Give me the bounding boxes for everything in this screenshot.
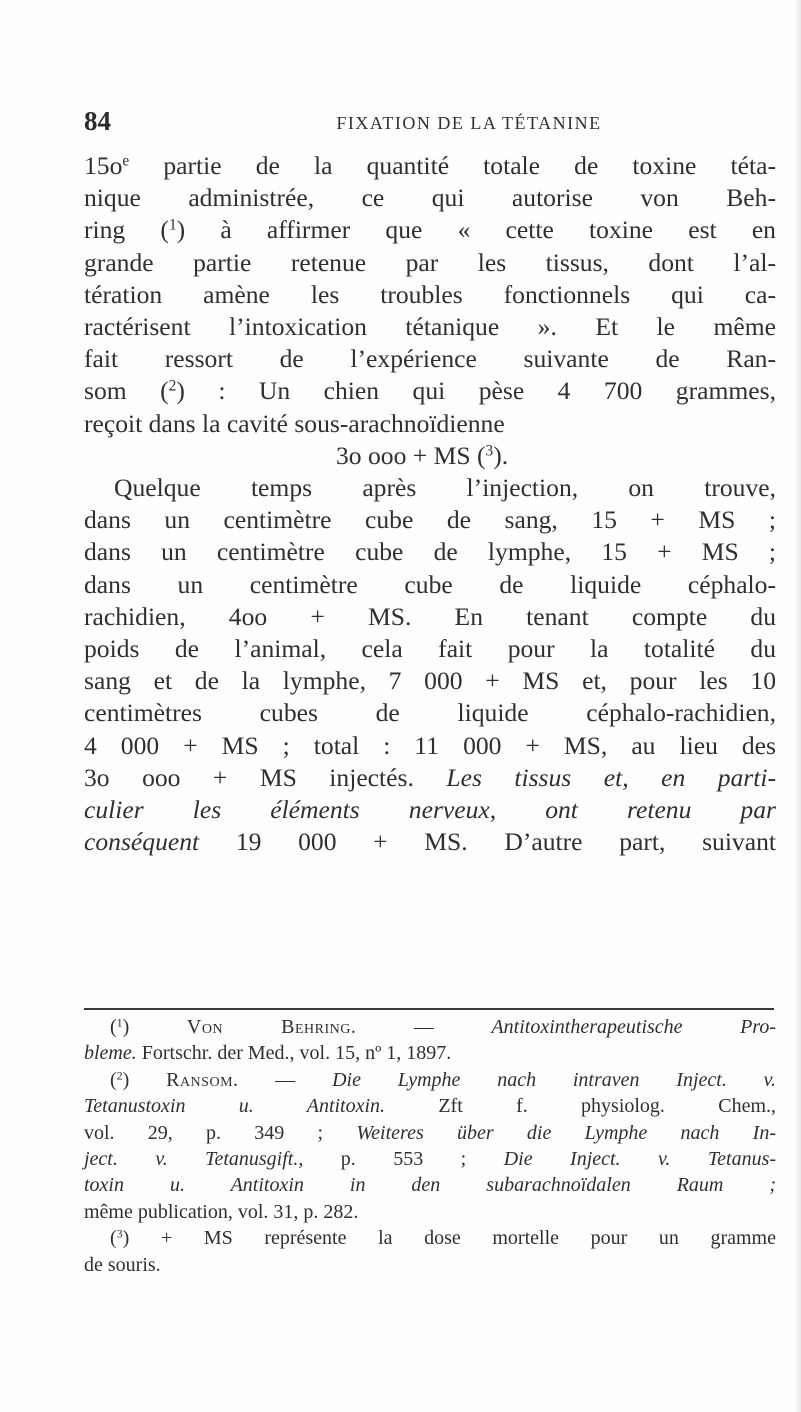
text-line: poids de l’animal, cela fait pour la totalité du <box>84 634 776 664</box>
text-line: 4 000 + MS ; total : 11 000 + MS, au lieu des <box>84 730 776 760</box>
dose-formula: 3o ooo + MS ($^3$). <box>336 440 509 470</box>
ordinal-superscript: e <box>122 152 130 170</box>
footnote-2-cont: ject. v. Tetanusgift., p. 553 ; Die Inject. v. Tetanus- <box>84 1148 777 1171</box>
footnote-3-cont: de souris. <box>84 1253 161 1276</box>
footnote-2: ($^2$) Ransom. — Die Lymphe nach intraven Inject. v. <box>110 1068 776 1091</box>
text-line: Quelque temps après l’injection, on trouve, <box>114 473 776 503</box>
footnotes <box>84 1014 776 1278</box>
running-title: FIXATION DE LA TÉTANINE <box>336 113 602 133</box>
footnote-1: ($^1$) Von Behring. — Antitoxintherapeutische Pro- <box>110 1015 777 1038</box>
footnote-ref: 2 <box>168 377 177 395</box>
footnote-3: ($^3$) + MS représente la dose mortelle pour un gramme <box>110 1226 776 1250</box>
text-line: culier les éléments nerveux, ont retenu par <box>84 795 776 825</box>
footnote-2-cont: vol. 29, p. 349 ; Weiteres über die Lymphe nach In- <box>84 1121 776 1144</box>
text-line: dans un centimètre cube de lymphe, 15 + MS ; <box>84 537 776 567</box>
text-line: ractérisent l’intoxication tétanique ». Et le même <box>84 312 776 342</box>
footnote-divider <box>84 1008 774 1010</box>
text-line: dans un centimètre cube de sang, 15 + MS ; <box>84 505 776 535</box>
footnote-ref: 1 <box>168 216 177 234</box>
footnote-1-cont: bleme. Fortschr. der Med., vol. 15, nº 1, 1897. <box>84 1042 452 1065</box>
text-line: fait ressort de l’expérience suivante de Ran- <box>84 344 776 374</box>
page-edge-shadow <box>795 0 801 1412</box>
text-line: rachidien, 4oo + MS. En tenant compte du <box>84 601 776 631</box>
text-line: nique administrée, ce qui autorise von Beh- <box>84 183 776 213</box>
text-line: ring ($^1$) à affirmer que « cette toxine est en <box>84 215 776 245</box>
text-line: sang et de la lymphe, 7 000 + MS et, pour les 10 <box>84 666 776 696</box>
text-line: reçoit dans la cavité sous-arachnoïdienne <box>84 408 505 438</box>
text-line: tération amène les troubles fonctionnels qui ca- <box>84 279 776 309</box>
main-text <box>84 150 776 858</box>
text-line: som ($^2$) : Un chien qui pèse 4 700 grammes, <box>84 376 776 406</box>
text-line: conséquent 19 000 + MS. D’autre part, suivant <box>84 827 776 857</box>
text-line: 3o ooo + MS injectés. Les tissus et, en parti- <box>84 762 777 792</box>
footnote-2-cont: toxin u. Antitoxin in den subarachnoïdalen Raum ; <box>84 1174 776 1197</box>
page-number: 84 <box>84 106 111 136</box>
text-line: centimètres cubes de liquide céphalo-rachidien, <box>84 698 776 728</box>
footnote-2-cont: Tetanustoxin u. Antitoxin. Zft f. physiolog. Chem., <box>84 1095 776 1118</box>
footnote-2-cont: même publication, vol. 31, p. 282. <box>84 1200 359 1223</box>
text-line: dans un centimètre cube de liquide céphalo- <box>84 569 776 599</box>
text-line: grande partie retenue par les tissus, dont l’al- <box>84 247 776 277</box>
footnote-ref: 3 <box>485 442 494 460</box>
text-line: $15o^e$ partie de la quantité totale de toxine téta- <box>84 151 776 180</box>
page-header <box>84 106 774 146</box>
